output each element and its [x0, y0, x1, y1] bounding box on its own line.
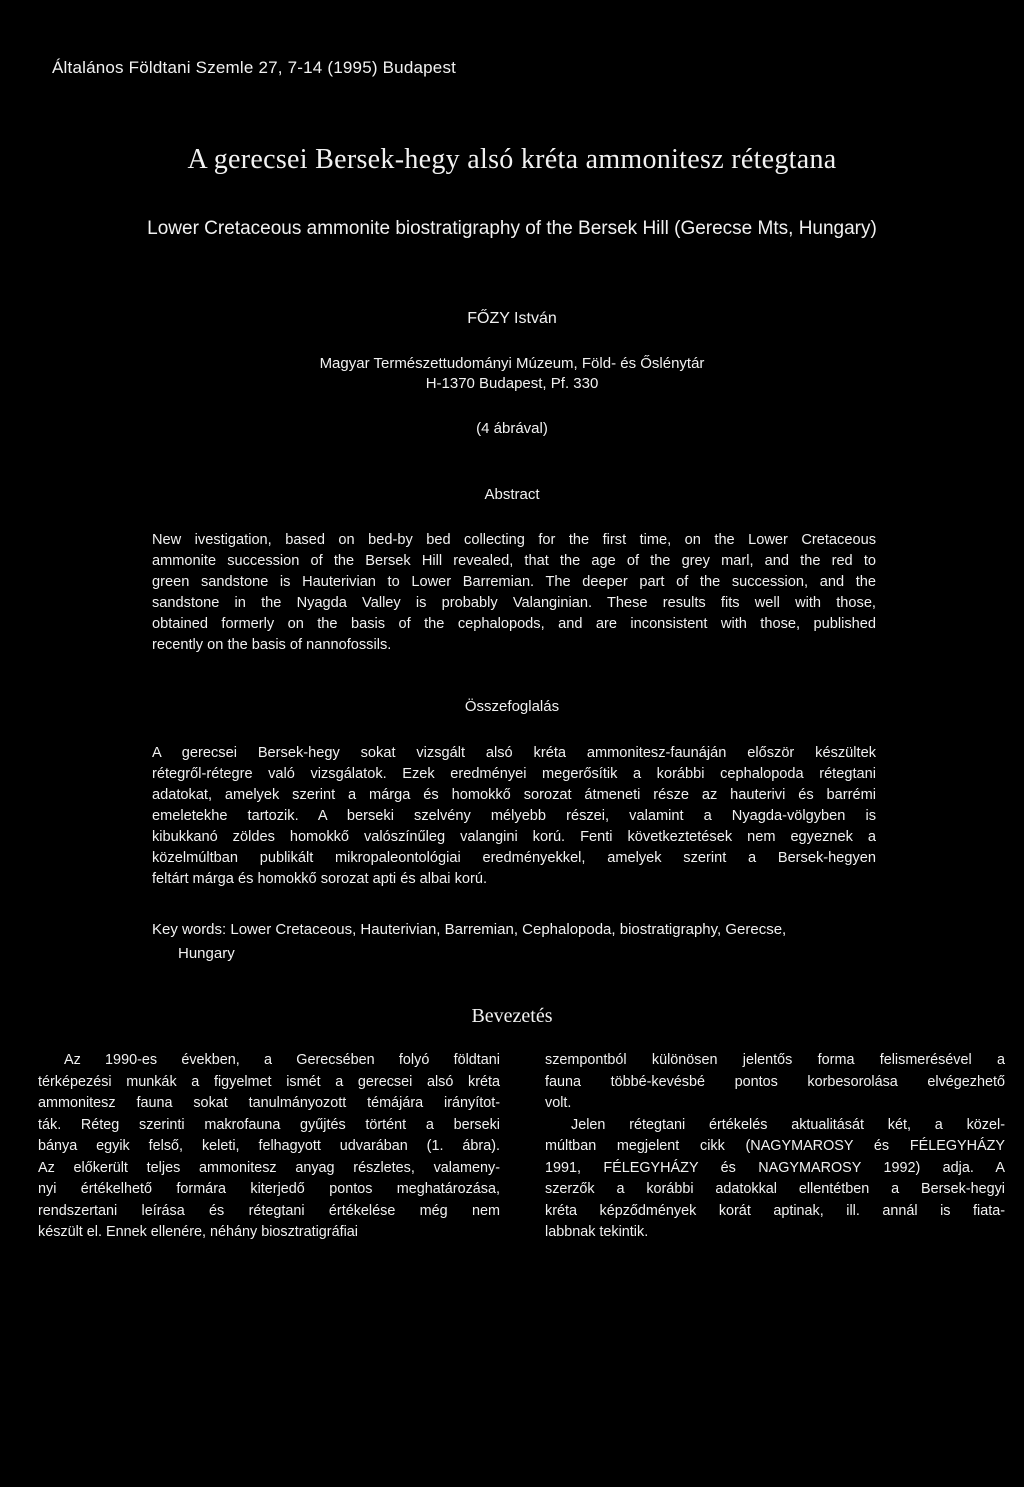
body-column-right	[545, 1050, 1005, 1244]
osszefoglalas-text	[152, 743, 876, 890]
body-line: nyi értékelhető formára kiterjedő pontos meghatározása,	[38, 1181, 500, 1197]
body-line: múltban megjelent cikk (NAGYMAROSY és FÉLEGYHÁZY	[545, 1138, 1005, 1154]
paper-subtitle-english: Lower Cretaceous ammonite biostratigraphy of the Bersek Hill (Gerecse Mts, Hungary)	[147, 218, 877, 239]
body-line: ammonitesz fauna sokat tanulmányozott témájára irányítot-	[38, 1095, 500, 1111]
abstract-line: ammonite succession of the Bersek Hill revealed, that the age of the grey marl, and the red to	[152, 553, 876, 569]
body-line: szempontból különösen jelentős forma felismerésével a	[545, 1052, 1005, 1068]
body-line: volt.	[545, 1095, 572, 1111]
keywords-line-2: Hungary	[178, 945, 235, 962]
author-name: FŐZY István	[467, 310, 557, 327]
abstract-text	[152, 530, 876, 656]
abstract-line: green sandstone is Hauterivian to Lower Barremian. The deeper part of the succession, and the	[152, 574, 876, 590]
body-line: Jelen rétegtani értékelés aktualitását két, a közel-	[571, 1116, 1005, 1133]
affiliation-line-2: H-1370 Budapest, Pf. 330	[425, 375, 599, 392]
abstract-heading: Abstract	[484, 486, 540, 503]
body-line: szerzők a korábbi adatokkal ellentétben a Bersek-hegyi	[545, 1181, 1005, 1197]
keywords	[152, 918, 912, 966]
body-line: kréta képződmények korát aptinak, ill. annál is fiata-	[545, 1202, 1005, 1219]
body-line: készült el. Ennek ellenére, néhány biosztratigráfiai	[38, 1224, 358, 1240]
osszefoglalas-line: emeletekhe tartozik. A berseki szelvény mélyebb részei, valamint a Nyagda-völgyben is	[152, 808, 876, 824]
osszefoglalas-heading: Összefoglalás	[464, 698, 560, 715]
abstract-line: recently on the basis of nannofossils.	[152, 637, 392, 653]
body-column-left	[38, 1050, 500, 1244]
osszefoglalas-line: kibukkanó zöldes homokkő valószínűleg valangini korú. Fenti következtetések nem egyeznek a	[152, 829, 876, 845]
body-line: labbnak tekintik.	[545, 1224, 649, 1240]
abstract-line: sandstone in the Nyagda Valley is probably Valanginian. These results fits well with those,	[152, 595, 876, 611]
body-line: Az 1990-es években, a Gerecsében folyó földtani	[64, 1052, 500, 1068]
paper-title: A gerecsei Bersek-hegy alsó kréta ammonitesz rétegtana	[187, 144, 837, 175]
osszefoglalas-line: adatokat, amelyek szerint a márga és homokkő sorozat átmeneti része az hauterivi és barrémi	[152, 787, 876, 803]
body-line: bánya egyik felső, keleti, felhagyott udvarában (1. ábra).	[38, 1138, 500, 1154]
abstract-line: obtained formerly on the basis of the cephalopods, and are inconsistent with those, published	[152, 616, 876, 632]
affiliation-line-1: Magyar Természettudományi Múzeum, Föld- és Őslénytár	[319, 355, 705, 372]
section-heading-bevezetes: Bevezetés	[471, 1005, 553, 1027]
body-line: 1991, FÉLEGYHÁZY és NAGYMAROSY 1992) adja. A	[545, 1159, 1005, 1176]
keywords-line-1: Key words: Lower Cretaceous, Hauterivian, Barremian, Cephalopoda, biostratigraphy, Gerecse,	[152, 921, 787, 938]
osszefoglalas-line: feltárt márga és homokkő sorozat apti és albai korú.	[152, 871, 488, 887]
body-line: Az előkerült teljes ammonitesz anyag részletes, valameny-	[38, 1159, 500, 1176]
body-line: ták. Réteg szerinti makrofauna gyűjtés történt a berseki	[38, 1116, 500, 1133]
body-line: térképezési munkák a figyelmet ismét a gerecsei alsó kréta	[38, 1073, 500, 1090]
abstract-line: New ivestigation, based on bed-by bed collecting for the first time, on the Lower Cretaceous	[152, 532, 876, 548]
figures-note: (4 ábrával)	[476, 420, 548, 437]
osszefoglalas-line: közelmúltban publikált mikropaleontológiai eredményekkel, amelyek szerint a Bersek-hegyen	[152, 850, 876, 866]
body-line: rendszertani leírása és rétegtani értékelése még nem	[38, 1202, 500, 1219]
osszefoglalas-line: rétegről-rétegre való vizsgálatok. Ezek eredményei megerősítik a korábbi cephalopoda rétegtani	[152, 766, 876, 782]
osszefoglalas-line: A gerecsei Bersek-hegy sokat vizsgált alsó kréta ammonitesz-faunáján először készültek	[152, 745, 876, 761]
journal-citation: Általános Földtani Szemle 27, 7-14 (1995) Budapest	[52, 58, 457, 77]
body-line: fauna többé-kevésbé pontos korbesorolása elvégezhető	[545, 1073, 1005, 1090]
